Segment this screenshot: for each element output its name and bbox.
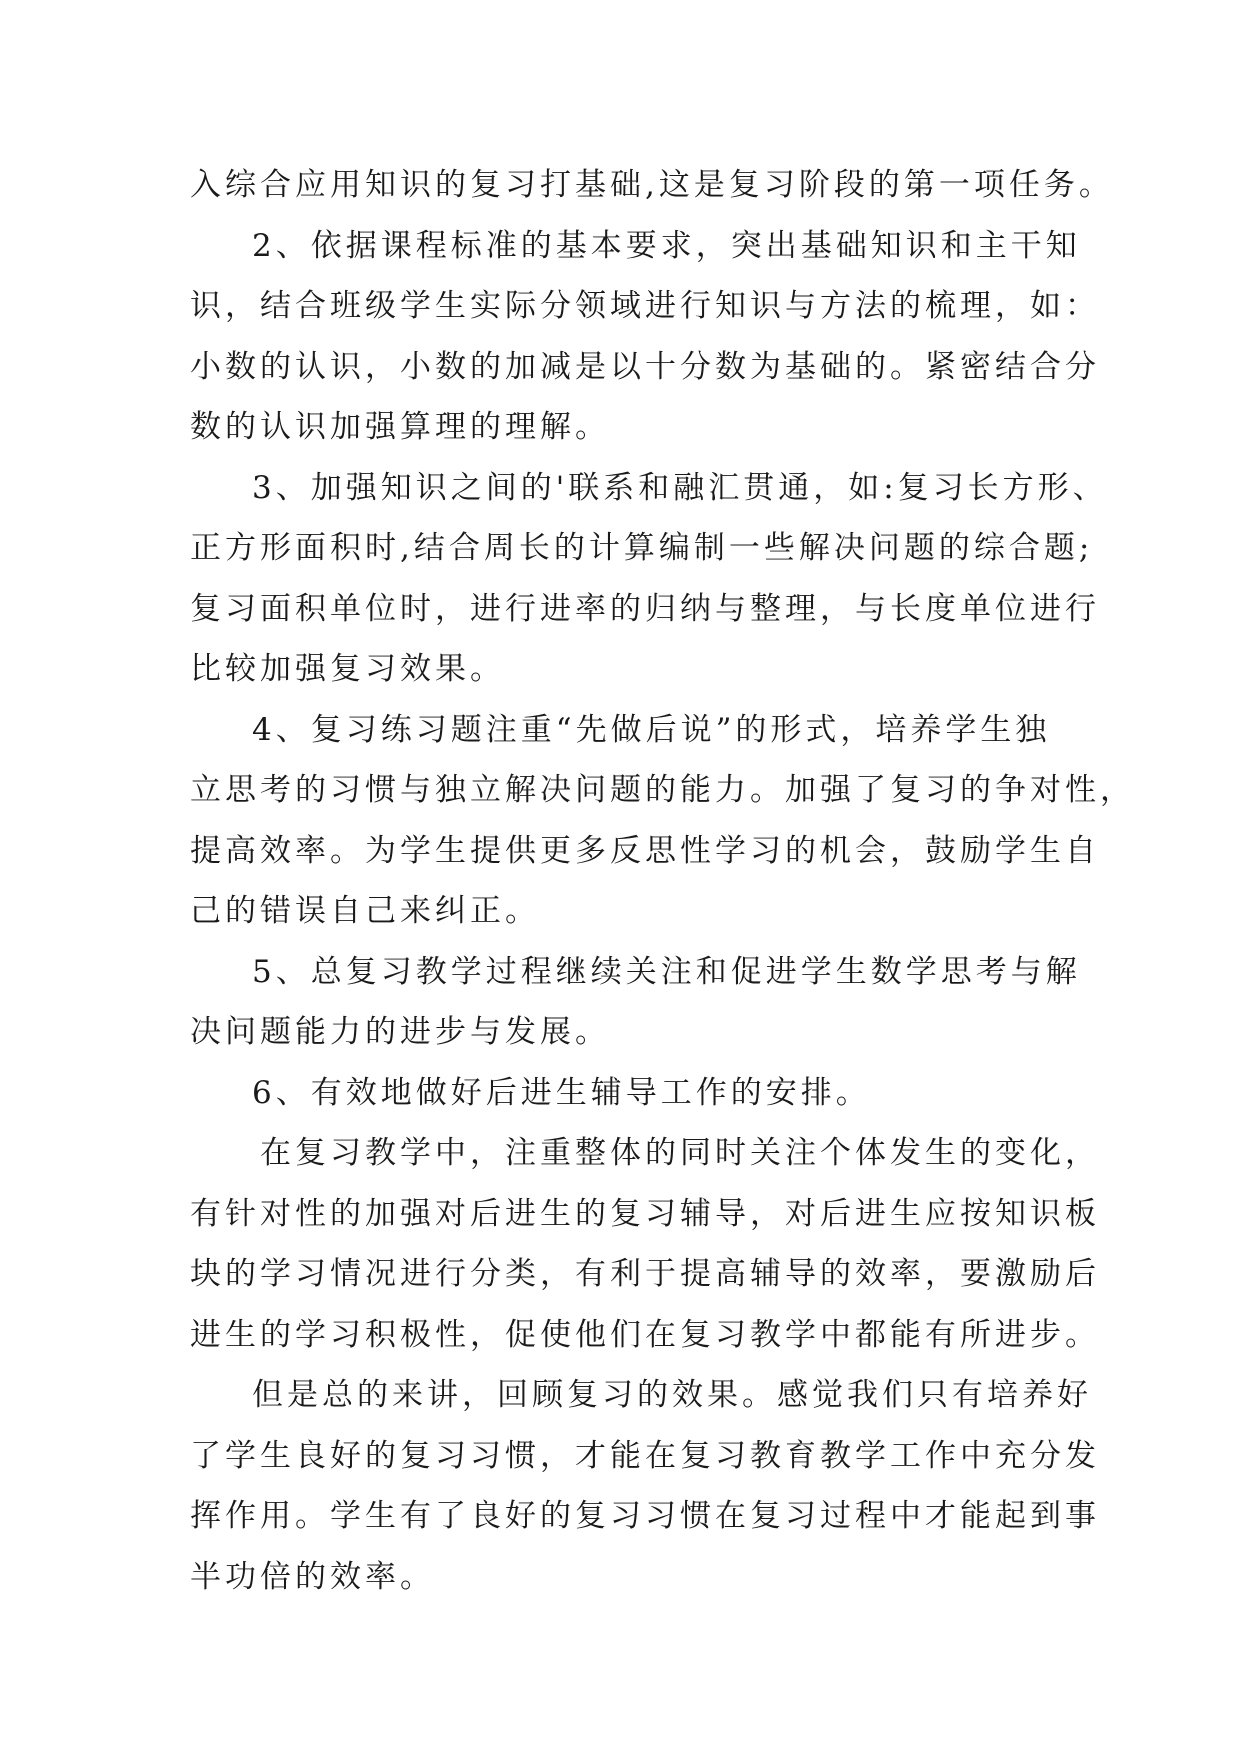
text-line: 但是总的来讲，回顾复习的效果。感觉我们只有培养好	[252, 1377, 1092, 1413]
text-line: 数的认识加强算理的理解。	[190, 409, 610, 445]
text-line: 5、总复习教学过程继续关注和促进学生数学思考与解	[252, 953, 1081, 990]
text-line: 提高效率。为学生提供更多反思性学习的机会，鼓励学生自	[190, 832, 1100, 869]
text-line: 正方形面积时,结合周长的计算编制一些解决问题的综合题;	[190, 530, 1094, 566]
text-line: 2、依据课程标准的基本要求，突出基础知识和主干知	[252, 227, 1081, 264]
text-line: 4、复习练习题注重“先做后说”的形式，培养学生独	[252, 711, 1051, 748]
text-line: 半功倍的效率。	[190, 1558, 435, 1595]
text-line: 复习面积单位时，进行进率的归纳与整理，与长度单位进行	[190, 590, 1100, 627]
text-line: 在复习教学中，注重整体的同时关注个体发生的变化，	[260, 1135, 1100, 1171]
text-line: 决问题能力的进步与发展。	[190, 1014, 610, 1050]
text-line: 有针对性的加强对后进生的复习辅导，对后进生应按知识板	[190, 1195, 1100, 1232]
text-line: 6、有效地做好后进生辅导工作的安排。	[252, 1074, 871, 1111]
document-body	[190, 155, 1135, 1607]
text-line: 入综合应用知识的复习打基础,这是复习阶段的第一项任务。	[190, 167, 1114, 203]
text-line: 进生的学习积极性，促使他们在复习教学中都能有所进步。	[190, 1316, 1100, 1353]
text-line: 块的学习情况进行分类，有利于提高辅导的效率，要激励后	[190, 1256, 1100, 1292]
text-line: 小数的认识，小数的加减是以十分数为基础的。紧密结合分	[190, 348, 1100, 385]
text-line: 己的错误自己来纠正。	[190, 893, 540, 929]
text-line: 识，结合班级学生实际分领域进行知识与方法的梳理，如：	[190, 288, 1100, 324]
text-line: 挥作用。学生有了良好的复习习惯在复习过程中才能起到事	[190, 1498, 1100, 1534]
text-line: 立思考的习惯与独立解决问题的能力。加强了复习的争对性，	[190, 772, 1135, 808]
text-line: 3、加强知识之间的'联系和融汇贯通，如:复习长方形、	[252, 469, 1108, 506]
text-line: 了学生良好的复习习惯，才能在复习教育教学工作中充分发	[190, 1437, 1100, 1474]
text-line: 比较加强复习效果。	[190, 651, 505, 687]
